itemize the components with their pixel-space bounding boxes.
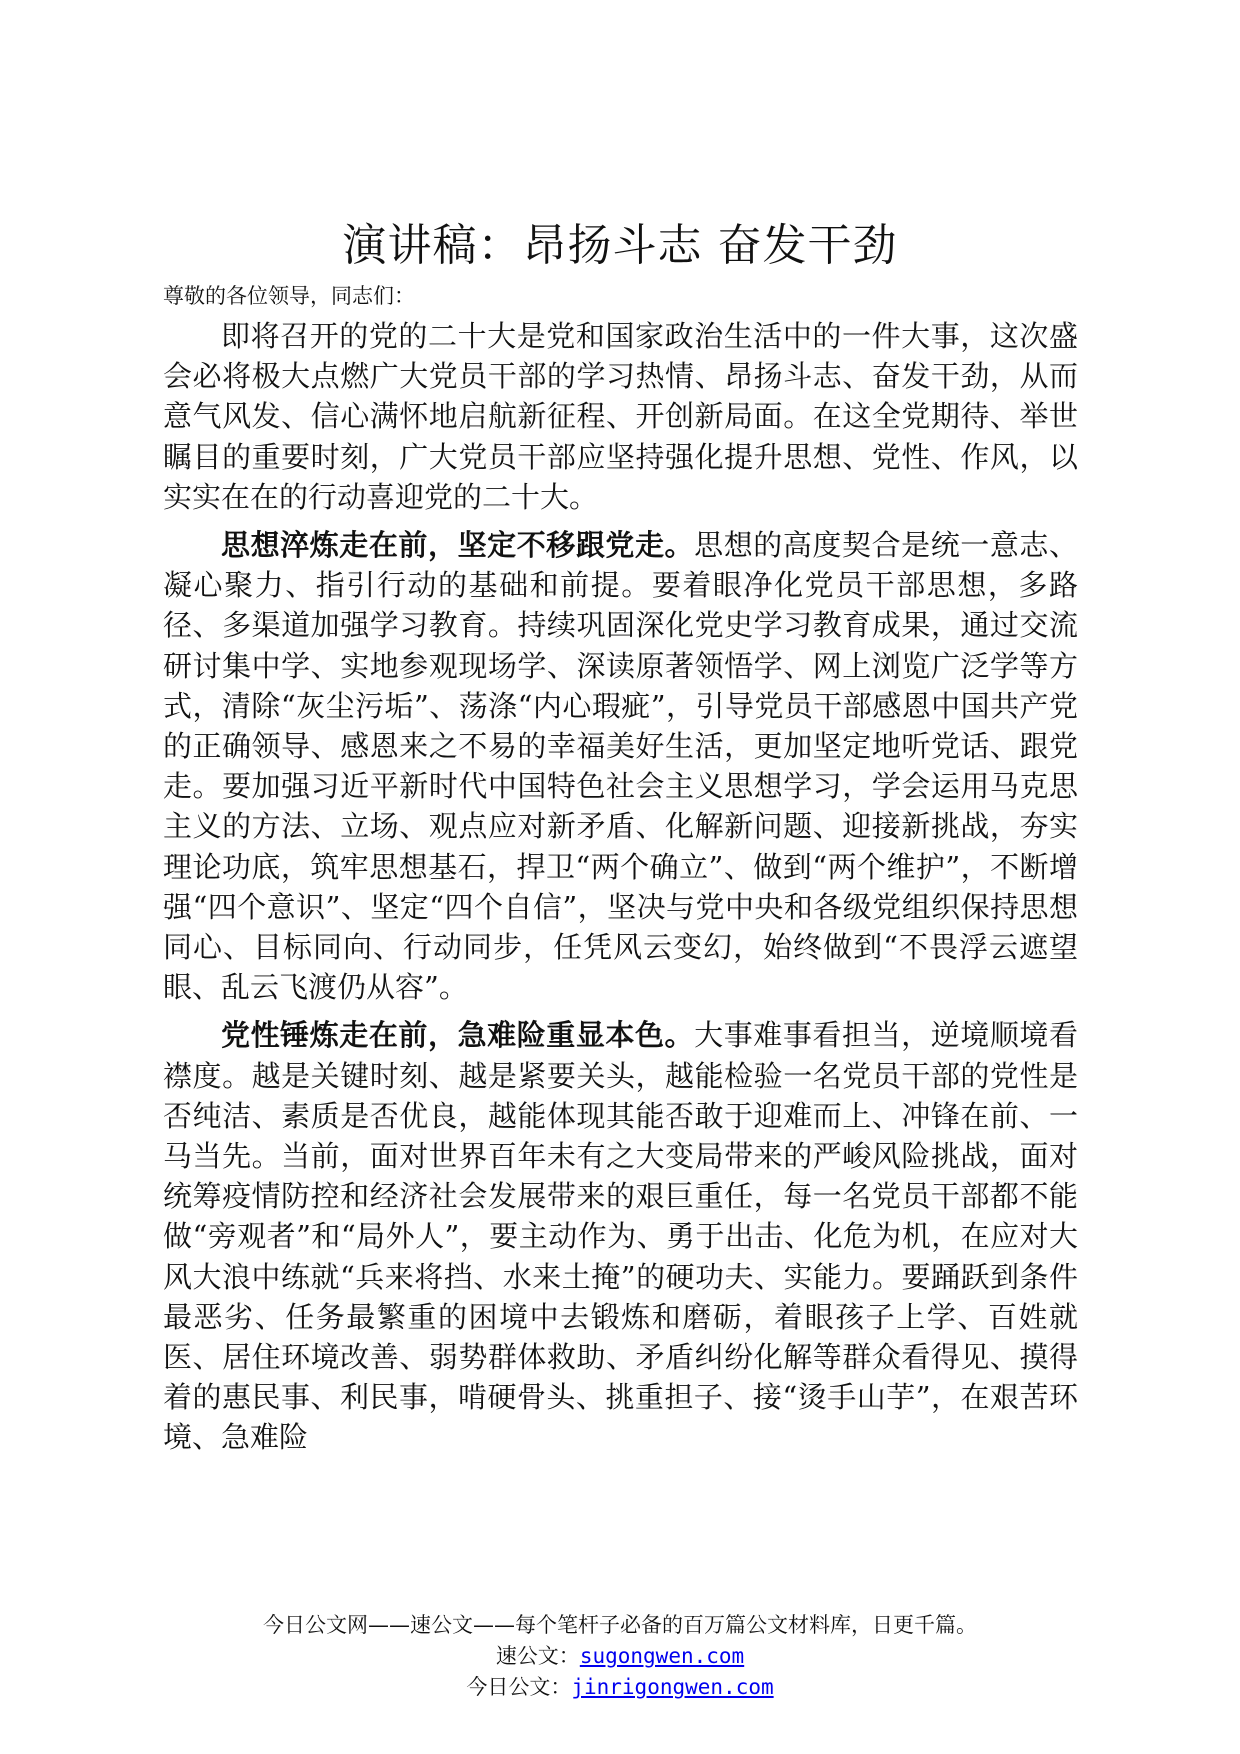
footer-site2	[0, 1672, 1240, 1703]
footer-site1-link[interactable]: sugongwen.com	[579, 1644, 745, 1668]
paragraph-thought	[163, 525, 1078, 1007]
paragraph-text: 思想的高度契合是统一意志、凝心聚力、指引行动的基础和前提。要着眼净化党员干部思想，多路径、多渠道加强学习教育。持续巩固深化党史学习教育成果，通过交流研讨集中学、实地参观现场学、深读原著领悟学、网上浏览广泛学等方式，清除“灰尘污垢”、荡涤“内心瑕疵”，引导党员干部感恩中国共产党的正确领导、感恩来之不易的幸福美好生活，更加坚定地听党话、跟党走。要加强习近平新时代中国特色社会主义思想学习，学会运用马克思主义的方法、立场、观点应对新矛盾、化解新问题、迎接新挑战，夯实理论功底，筑牢思想基石，捍卫“两个确立”、做到“两个维护”，不断增强“四个意识”、坚定“四个自信”，坚决与党中央和各级党组织保持思想同心、目标同向、行动同步，任凭风云变幻，始终做到“不畏浮云遮望眼、乱云飞渡仍从容”。	[163, 528, 1078, 1005]
paragraph-text: 大事难事看担当，逆境顺境看襟度。越是关键时刻、越是紧要关头，越能检验一名党员干部的党性是否纯洁、素质是否优良，越能体现其能否敢于迎难而上、冲锋在前、一马当先。当前，面对世界百年未有之大变局带来的严峻风险挑战，面对统筹疫情防控和经济社会发展带来的艰巨重任，每一名党员干部都不能做“旁观者”和“局外人”，要主动作为、勇于出击、化危为机，在应对大风大浪中练就“兵来将挡、水来土掩”的硬功夫、实能力。要踊跃到条件最恶劣、任务最繁重的困境中去锻炼和磨砺，着眼孩子上学、百姓就医、居住环境改善、弱势群体救助、矛盾纠纷化解等群众看得见、摸得着的惠民事、利民事，啃硬骨头、挑重担子、接“烫手山芋”，在艰苦环境、急难险	[163, 1018, 1078, 1455]
footer-site1-label: 速公文：	[495, 1644, 580, 1668]
paragraph-intro	[163, 316, 1078, 517]
footer-site1	[0, 1641, 1240, 1672]
paragraph-lead: 思想淬炼走在前，坚定不移跟党走。	[221, 528, 695, 563]
footer-site2-label: 今日公文：	[466, 1675, 572, 1699]
salutation: 尊敬的各位领导，同志们：	[163, 284, 415, 308]
document-title: 演讲稿：昂扬斗志 奋发干劲	[342, 220, 898, 271]
document-body	[163, 316, 1078, 1466]
page-footer	[0, 1610, 1240, 1703]
footer-slogan: 今日公文网——速公文——每个笔杆子必备的百万篇公文材料库，日更千篇。	[263, 1613, 977, 1637]
paragraph-party-spirit	[163, 1015, 1078, 1457]
footer-site2-link[interactable]: jinrigongwen.com	[571, 1675, 774, 1699]
paragraph-text: 即将召开的党的二十大是党和国家政治生活中的一件大事，这次盛会必将极大点燃广大党员干部的学习热情、昂扬斗志、奋发干劲，从而意气风发、信心满怀地启航新征程、开创新局面。在这全党期待、举世瞩目的重要时刻，广大党员干部应坚持强化提升思想、党性、作风，以实实在在的行动喜迎党的二十大。	[163, 319, 1078, 514]
paragraph-lead: 党性锤炼走在前，急难险重显本色。	[221, 1018, 695, 1053]
